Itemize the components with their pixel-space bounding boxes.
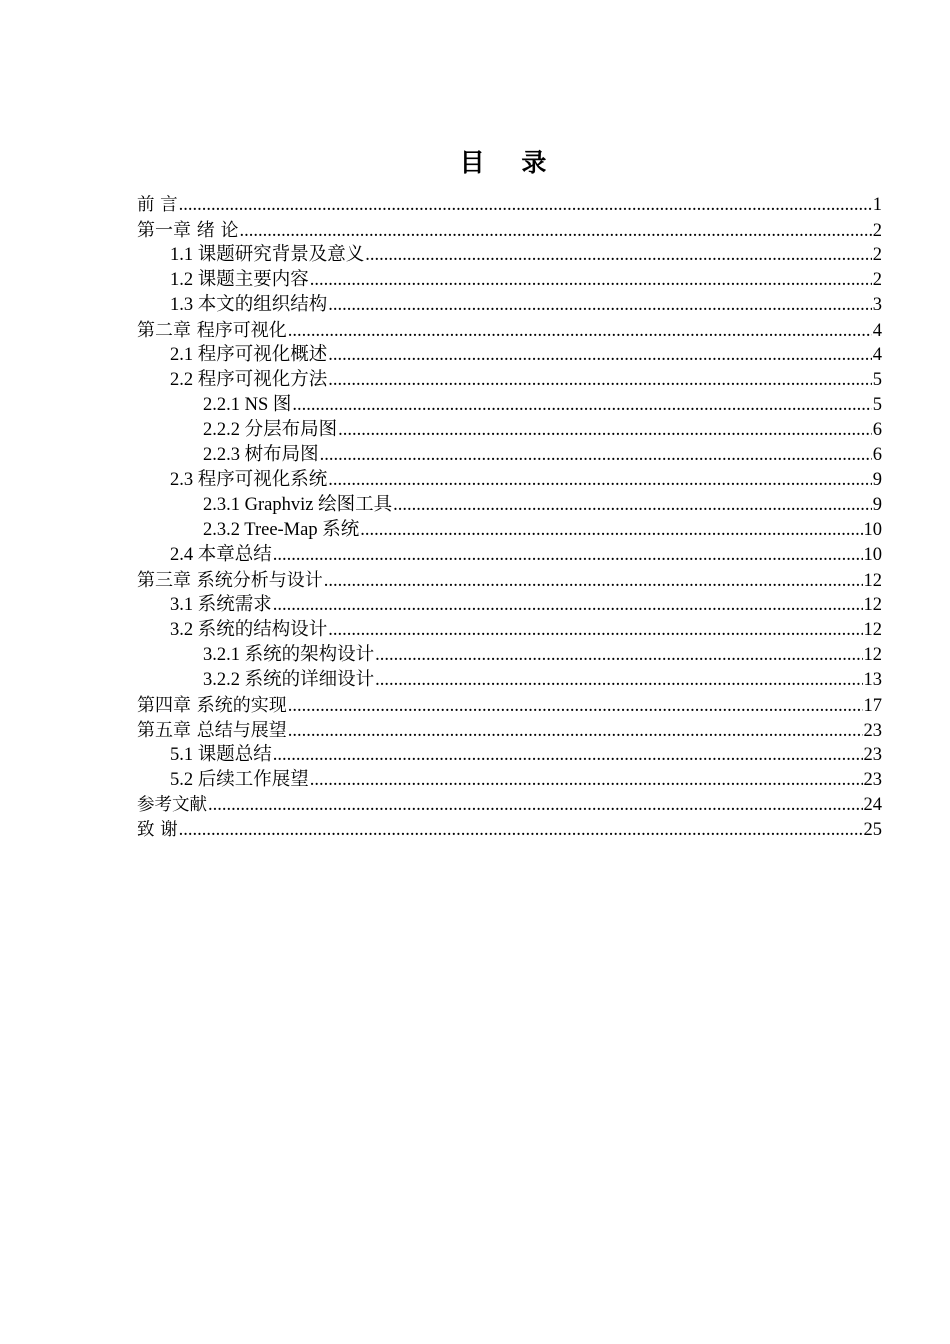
toc-entry[interactable]: [137, 518, 882, 543]
dot-leader: [208, 793, 863, 818]
toc-entry-label: 2.2.3 树布局图: [203, 445, 319, 465]
toc-entry-label: 2.4 本章总结: [170, 545, 272, 565]
dot-leader: [328, 468, 871, 493]
toc-entry-page: 1: [872, 195, 882, 215]
toc-entry-page: 23: [863, 721, 882, 741]
toc-entry-label: 3.2.2 系统的详细设计: [203, 670, 375, 690]
dot-leader: [375, 668, 862, 693]
toc-entry-label: 1.2 课题主要内容: [170, 270, 309, 290]
toc-entry-page: 10: [863, 520, 882, 540]
toc-entry[interactable]: [137, 768, 882, 793]
toc-entry[interactable]: [137, 593, 882, 618]
toc-entry[interactable]: [137, 293, 882, 318]
toc-entry-label: 2.2 程序可视化方法: [170, 370, 328, 390]
toc-entry-label: 2.2.2 分层布局图: [203, 420, 338, 440]
toc-entry-page: 6: [872, 445, 882, 465]
toc-entry-page: 25: [863, 820, 882, 840]
dot-leader: [320, 443, 872, 468]
toc-entry-page: 6: [872, 420, 882, 440]
toc-entry-page: 3: [872, 295, 882, 315]
dot-leader: [239, 219, 871, 243]
dot-leader: [179, 818, 863, 843]
toc-entry-page: 2: [872, 221, 882, 241]
toc-entry-page: 13: [863, 670, 882, 690]
toc-entry[interactable]: [137, 743, 882, 768]
dot-leader: [273, 543, 863, 568]
dot-leader: [365, 243, 871, 268]
toc-entry-page: 9: [872, 495, 882, 515]
toc-entry[interactable]: [137, 318, 882, 343]
dot-leader: [273, 743, 863, 768]
toc-entry-page: 5: [872, 395, 882, 415]
toc-entry[interactable]: [137, 543, 882, 568]
toc-entry-page: 23: [863, 745, 882, 765]
toc-entry-label: 3.2.1 系统的架构设计: [203, 645, 375, 665]
page-title: 目 录: [459, 148, 561, 177]
dot-leader: [273, 593, 863, 618]
toc-entry[interactable]: [137, 243, 882, 268]
toc-entry-label: 第五章 总结与展望: [137, 720, 287, 741]
toc-entry[interactable]: [137, 693, 882, 718]
toc-entry-page: 23: [863, 770, 882, 790]
toc-entry-label: 参考文献: [137, 795, 207, 815]
toc-entry[interactable]: [137, 418, 882, 443]
toc-entry-page: 2: [872, 245, 882, 265]
toc-entry-page: 12: [863, 571, 882, 591]
dot-leader: [375, 643, 862, 668]
toc-entry[interactable]: [137, 368, 882, 393]
toc-entry[interactable]: [137, 818, 882, 843]
toc-entry[interactable]: [137, 668, 882, 693]
toc-entry-page: 5: [872, 370, 882, 390]
toc-entry-label: 1.1 课题研究背景及意义: [170, 245, 365, 265]
dot-leader: [179, 193, 872, 218]
toc-entry-page: 12: [863, 620, 882, 640]
toc-entry-label: 5.2 后续工作展望: [170, 770, 309, 790]
dot-leader: [328, 618, 862, 643]
toc-entry[interactable]: [137, 193, 882, 218]
toc-entry-label: 3.2 系统的结构设计: [170, 620, 328, 640]
toc-entry[interactable]: [137, 493, 882, 518]
toc-entry-page: 12: [863, 645, 882, 665]
toc-entry[interactable]: [137, 393, 882, 418]
toc-entry-label: 1.3 本文的组织结构: [170, 295, 328, 315]
dot-leader: [393, 493, 872, 518]
toc-entry-label: 5.1 课题总结: [170, 745, 272, 765]
toc-entry-label: 第四章 系统的实现: [137, 695, 287, 716]
toc-entry-label: 2.2.1 NS 图: [203, 395, 292, 415]
dot-leader: [360, 518, 862, 543]
toc-entry-label: 第二章 程序可视化: [137, 320, 287, 341]
toc-entry-page: 9: [872, 470, 882, 490]
toc-entry-label: 2.3.1 Graphviz 绘图工具: [203, 495, 393, 515]
toc-entry-label: 第一章 绪 论: [137, 220, 239, 241]
dot-leader: [324, 569, 863, 593]
toc-entry[interactable]: [137, 343, 882, 368]
toc-entry-page: 4: [872, 345, 882, 365]
toc-entry-page: 4: [872, 321, 882, 341]
toc-entry-page: 10: [863, 545, 882, 565]
toc-entry-label: 2.3.2 Tree-Map 系统: [203, 520, 360, 540]
table-of-contents: [137, 193, 882, 843]
dot-leader: [328, 293, 871, 318]
toc-entry-label: 第三章 系统分析与设计: [137, 570, 323, 591]
dot-leader: [328, 368, 871, 393]
toc-entry[interactable]: [137, 468, 882, 493]
dot-leader: [338, 418, 872, 443]
toc-entry[interactable]: [137, 268, 882, 293]
toc-entry[interactable]: [137, 568, 882, 593]
dot-leader: [292, 393, 871, 418]
toc-entry-label: 2.3 程序可视化系统: [170, 470, 328, 490]
toc-entry-page: 24: [863, 795, 882, 815]
toc-entry[interactable]: [137, 443, 882, 468]
dot-leader: [310, 268, 872, 293]
toc-entry-label: 3.1 系统需求: [170, 595, 272, 615]
toc-entry[interactable]: [137, 718, 882, 743]
toc-entry[interactable]: [137, 643, 882, 668]
dot-leader: [288, 719, 863, 743]
toc-entry[interactable]: [137, 618, 882, 643]
toc-entry-page: 12: [863, 595, 882, 615]
toc-entry[interactable]: [137, 793, 882, 818]
dot-leader: [328, 343, 871, 368]
toc-entry-page: 2: [872, 270, 882, 290]
toc-entry-label: 前 言: [137, 195, 178, 215]
dot-leader: [310, 768, 863, 793]
dot-leader: [288, 319, 872, 343]
toc-entry[interactable]: [137, 218, 882, 243]
dot-leader: [288, 694, 863, 718]
toc-entry-page: 17: [863, 696, 882, 716]
toc-entry-label: 致 谢: [137, 820, 178, 840]
toc-entry-label: 2.1 程序可视化概述: [170, 345, 328, 365]
